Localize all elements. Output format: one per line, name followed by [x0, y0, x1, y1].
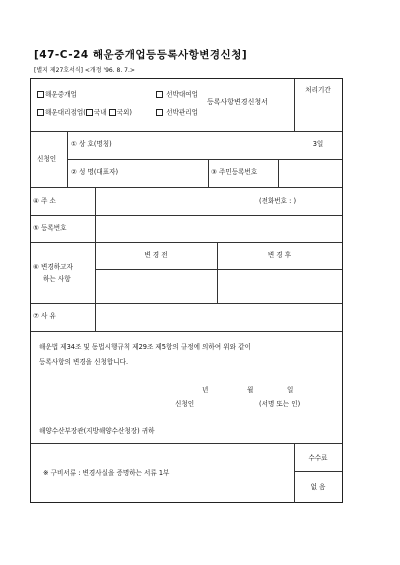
date-year: 년 — [202, 386, 209, 394]
registration-number-label: ⑤ 등록번호 — [33, 224, 67, 232]
after-change-label: 변 경 후 — [267, 251, 292, 259]
address-label: ④ 주 소 — [33, 197, 56, 205]
declaration-line2: 등록사항의 변경을 신청합니다. — [39, 358, 129, 366]
document-subtitle: [별지 제27호서식] <개정 '96. 8. 7.> — [34, 67, 135, 74]
phone-label: (전화번호 : ) — [259, 197, 297, 205]
checkbox-icon — [37, 91, 44, 98]
reason-label: ⑦ 사 유 — [33, 312, 56, 320]
date-day: 일 — [287, 386, 294, 394]
attachment-note: ※ 구비서류 : 변경사실을 증명하는 서류 1부 — [43, 469, 170, 477]
checkbox-icon — [156, 91, 163, 98]
before-change-label: 변 경 전 — [144, 251, 168, 259]
signature-label: (서명 또는 인) — [259, 400, 301, 408]
option-ship-management[interactable]: 선박관리업 — [156, 109, 198, 116]
name-label: ② 성 명(대표자) — [71, 168, 119, 176]
change-items-label-1: ⑥ 변경하고자 — [33, 263, 73, 271]
document-title: [47-C-24 해운중개업등등록사항변경신청] — [34, 49, 248, 61]
recipient: 해양수산부장관(지방해양수산청장) 귀하 — [39, 427, 155, 435]
change-items-label-2: 하는 사항 — [43, 275, 71, 283]
option-ship-lease[interactable]: 선박대여업 — [156, 91, 198, 98]
application-form — [30, 78, 343, 503]
declaration-line1: 해운법 제34조 및 동법시행규칙 제29조 제5항의 규정에 의하여 위와 같이 — [39, 343, 251, 351]
applicant-sign-label: 신청인 — [175, 400, 195, 408]
processing-period-label: 처리기간 — [305, 86, 331, 94]
trade-name-label: ① 상 호(명칭) — [71, 140, 112, 148]
applicant-label: 신청인 — [37, 155, 57, 163]
option-shipping-agency[interactable]: 해운대리점업( 국내 국외) — [37, 109, 132, 116]
checkbox-icon — [86, 109, 93, 116]
form-name: 등록사항변경신청서 — [207, 98, 268, 106]
checkbox-icon — [109, 109, 116, 116]
checkbox-icon — [156, 109, 163, 116]
option-shipping-brokerage[interactable]: 해운중개업 — [37, 91, 77, 98]
processing-period-value: 3일 — [312, 140, 324, 148]
date-month: 월 — [247, 386, 254, 394]
resident-number-label: ③ 주민등록번호 — [211, 168, 258, 176]
fee-label: 수수료 — [308, 454, 328, 462]
fee-value: 없 음 — [310, 483, 326, 491]
checkbox-icon — [37, 109, 44, 116]
